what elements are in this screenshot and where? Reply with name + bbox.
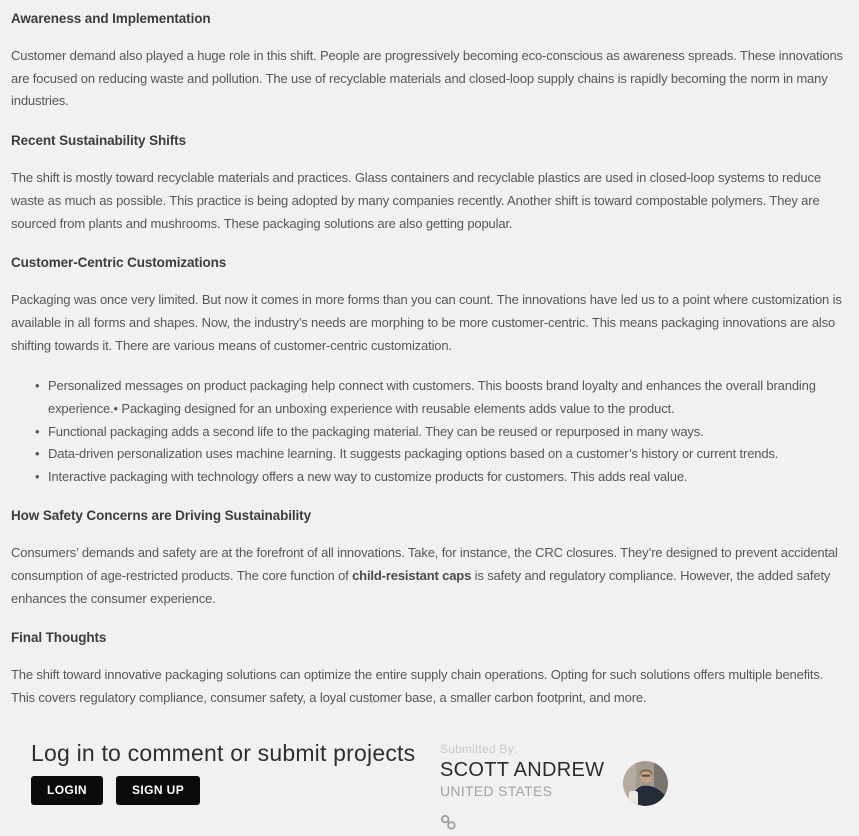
bullet-item: • Interactive packaging with technology offers a new way to customize products for customers. This adds real value. [34,466,846,489]
text-run: The shift toward innovative packaging solutions can optimize the entire supply chain operations. Opting for such solutions offers multiple benefits. This covers regulatory compliance, consumer safety, a loyal customer base, a smaller carbon footprint, and more. [11,667,824,706]
article-section [11,629,846,709]
link-icon[interactable] [440,814,457,831]
article-section [11,10,846,113]
paragraph [11,45,846,113]
paragraph [11,167,846,235]
author-name: SCOTT ANDREW [440,758,605,781]
login-block [31,740,440,831]
text-run: Consumers’ demands and safety are at the forefront of all innovations. Take, for instance, the CRC closures. They’re designed to prevent accidental consumption of age-restricted products. The core function of [11,545,838,583]
article-section [11,132,846,235]
section-heading: Awareness and Implementation [11,11,211,26]
login-heading: Log in to comment or submit projects [31,739,416,766]
text-run: Packaging was once very limited. But now it comes in more forms than you can count. The innovations have led us to a point where customization is available in all forms and shapes. Now, the industry’s needs are morphing to be more customer-centric. This means packaging innovations are also shifting towards it. There are various means of customer-centric customization. [11,292,842,353]
submitted-by-label: Submitted By: [440,741,518,756]
bullet-item: • Personalized messages on product packaging help connect with customers. This boosts brand loyalty and enhances the overall branding experience.• Packaging designed for an unboxing experience with reusable elements adds value to the product. [34,375,846,420]
login-button[interactable]: LOGIN [31,776,103,805]
footer [0,740,859,831]
paragraph [11,289,846,357]
avatar [623,761,668,806]
login-button-row [31,776,440,805]
submitted-by-block [440,740,668,831]
signup-button[interactable]: SIGN UP [116,776,200,805]
article-section [11,254,846,488]
article-body [0,10,859,710]
text-run: Customer demand also played a huge role in this shift. People are progressively becoming eco-conscious as awareness spreads. These innovations are focused on reducing waste and pollution. The use of recyclable materials and closed-loop supply chains is rapidly becoming the norm in many industries. [11,48,843,109]
section-heading: How Safety Concerns are Driving Sustainability [11,508,311,524]
bullet-item: • Functional packaging adds a second life to the packaging material. They can be reused or repurposed in many ways. [34,421,846,444]
author-column [440,742,604,831]
author-country: UNITED STATES [440,782,553,799]
text-run: is safety and regulatory compliance. However, the added safety enhances the consumer experience. [11,568,831,606]
paragraph [11,542,846,610]
bold-text-run: child-resistant caps [352,568,472,583]
bullet-item: • Data-driven personalization uses machine learning. It suggests packaging options based on a customer’s history or current trends. [34,443,846,466]
page [0,10,859,831]
paragraph [11,664,846,709]
article-section [11,507,846,610]
bullet-list [11,375,846,488]
section-heading: Final Thoughts [11,630,107,646]
section-heading: Customer-Centric Customizations [11,255,227,271]
text-run: The shift is mostly toward recyclable materials and practices. Glass containers and recyclable plastics are used in closed-loop systems to reduce waste as much as possible. This practice is being adopted by many companies recently. Another shift is toward compostable polymers. They are sourced from plants and mushrooms. These packaging solutions are also getting popular. [11,170,821,231]
section-heading: Recent Sustainability Shifts [11,133,186,149]
